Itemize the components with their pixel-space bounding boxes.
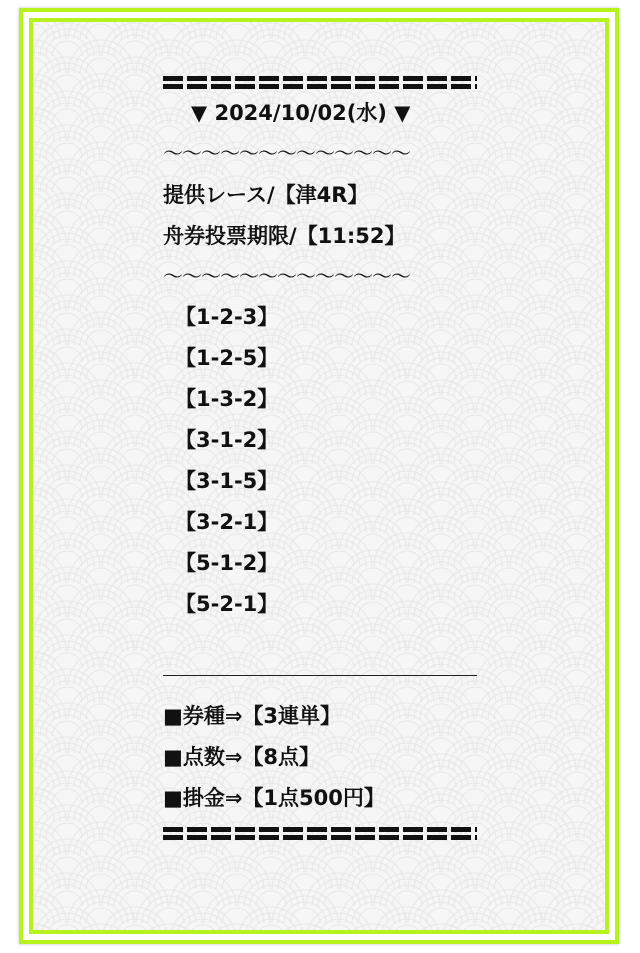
ticket-content <box>163 70 483 840</box>
list-item: 【3-1-5】 <box>175 469 279 493</box>
list-item: 【1-2-3】 <box>175 305 279 329</box>
race-line: 提供レース/【津4R】 <box>163 183 369 207</box>
wave-divider-top: 〜〜〜〜〜〜〜〜〜〜〜〜〜 <box>163 141 410 165</box>
list-item: 【1-2-5】 <box>175 346 279 370</box>
deadline-line: 舟券投票期限/【11:52】 <box>163 224 406 248</box>
stake-line: ■掛金⇒【1点500円】 <box>163 786 385 810</box>
list-item: 【1-3-2】 <box>175 387 279 411</box>
combination-list <box>163 297 483 625</box>
wave-divider-bottom: 〜〜〜〜〜〜〜〜〜〜〜〜〜 <box>163 264 410 288</box>
ticket-type-line: ■券種⇒【3連単】 <box>163 704 342 728</box>
list-item: 【5-2-1】 <box>175 592 279 616</box>
date-line: ▼ 2024/10/02(水) ▼ <box>191 101 411 125</box>
summary-block <box>163 696 483 819</box>
list-item: 【3-1-2】 <box>175 428 279 452</box>
bottom-double-rule <box>163 827 477 840</box>
points-line: ■点数⇒【8点】 <box>163 745 321 769</box>
summary-divider <box>163 675 477 676</box>
top-double-rule <box>163 76 477 89</box>
list-item: 【5-1-2】 <box>175 551 279 575</box>
list-item: 【3-2-1】 <box>175 510 279 534</box>
